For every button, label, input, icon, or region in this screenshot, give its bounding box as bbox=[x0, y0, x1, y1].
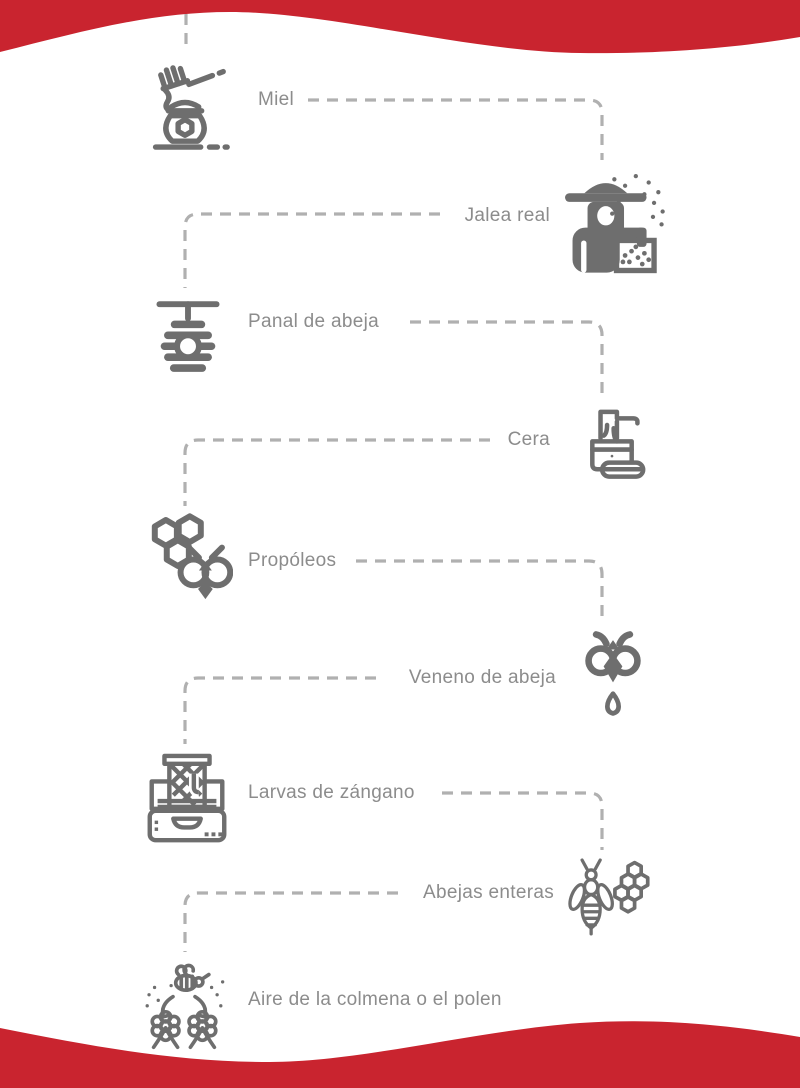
item-label-panal: Panal de abeja bbox=[248, 311, 379, 332]
connector-jalea-panal bbox=[185, 214, 440, 288]
item-label-abejas: Abejas enteras bbox=[423, 882, 554, 903]
hive-box-icon bbox=[138, 748, 236, 856]
propolis-icon bbox=[141, 508, 233, 600]
connector-larvas-abejas bbox=[442, 793, 602, 850]
item-label-veneno: Veneno de abeja bbox=[408, 667, 556, 688]
connector-miel-jalea bbox=[308, 100, 602, 160]
item-label-larvas: Larvas de zángano bbox=[248, 782, 415, 803]
item-label-propoleos: Propóleos bbox=[248, 550, 337, 571]
connector-veneno-larvas bbox=[185, 678, 376, 744]
connector-cera-propoleos bbox=[185, 440, 490, 506]
bee-venom-icon bbox=[578, 626, 648, 720]
item-label-jalea-real: Jalea real bbox=[464, 205, 550, 226]
connector-propoleos-veneno bbox=[356, 561, 602, 622]
connector-panal-cera bbox=[410, 322, 602, 396]
bee-honeycomb-icon bbox=[563, 856, 657, 938]
item-label-aire: Aire de la colmena o el polen bbox=[248, 989, 502, 1010]
item-label-miel: Miel bbox=[258, 89, 295, 110]
wax-press-icon bbox=[571, 396, 653, 490]
connector-abejas-aire bbox=[185, 893, 398, 952]
beekeeper-icon bbox=[550, 164, 668, 274]
bee-flowers-icon bbox=[136, 958, 232, 1050]
item-label-cera: Cera bbox=[507, 429, 550, 450]
beehive-icon bbox=[146, 292, 230, 382]
honey-dipper-icon bbox=[136, 52, 234, 152]
